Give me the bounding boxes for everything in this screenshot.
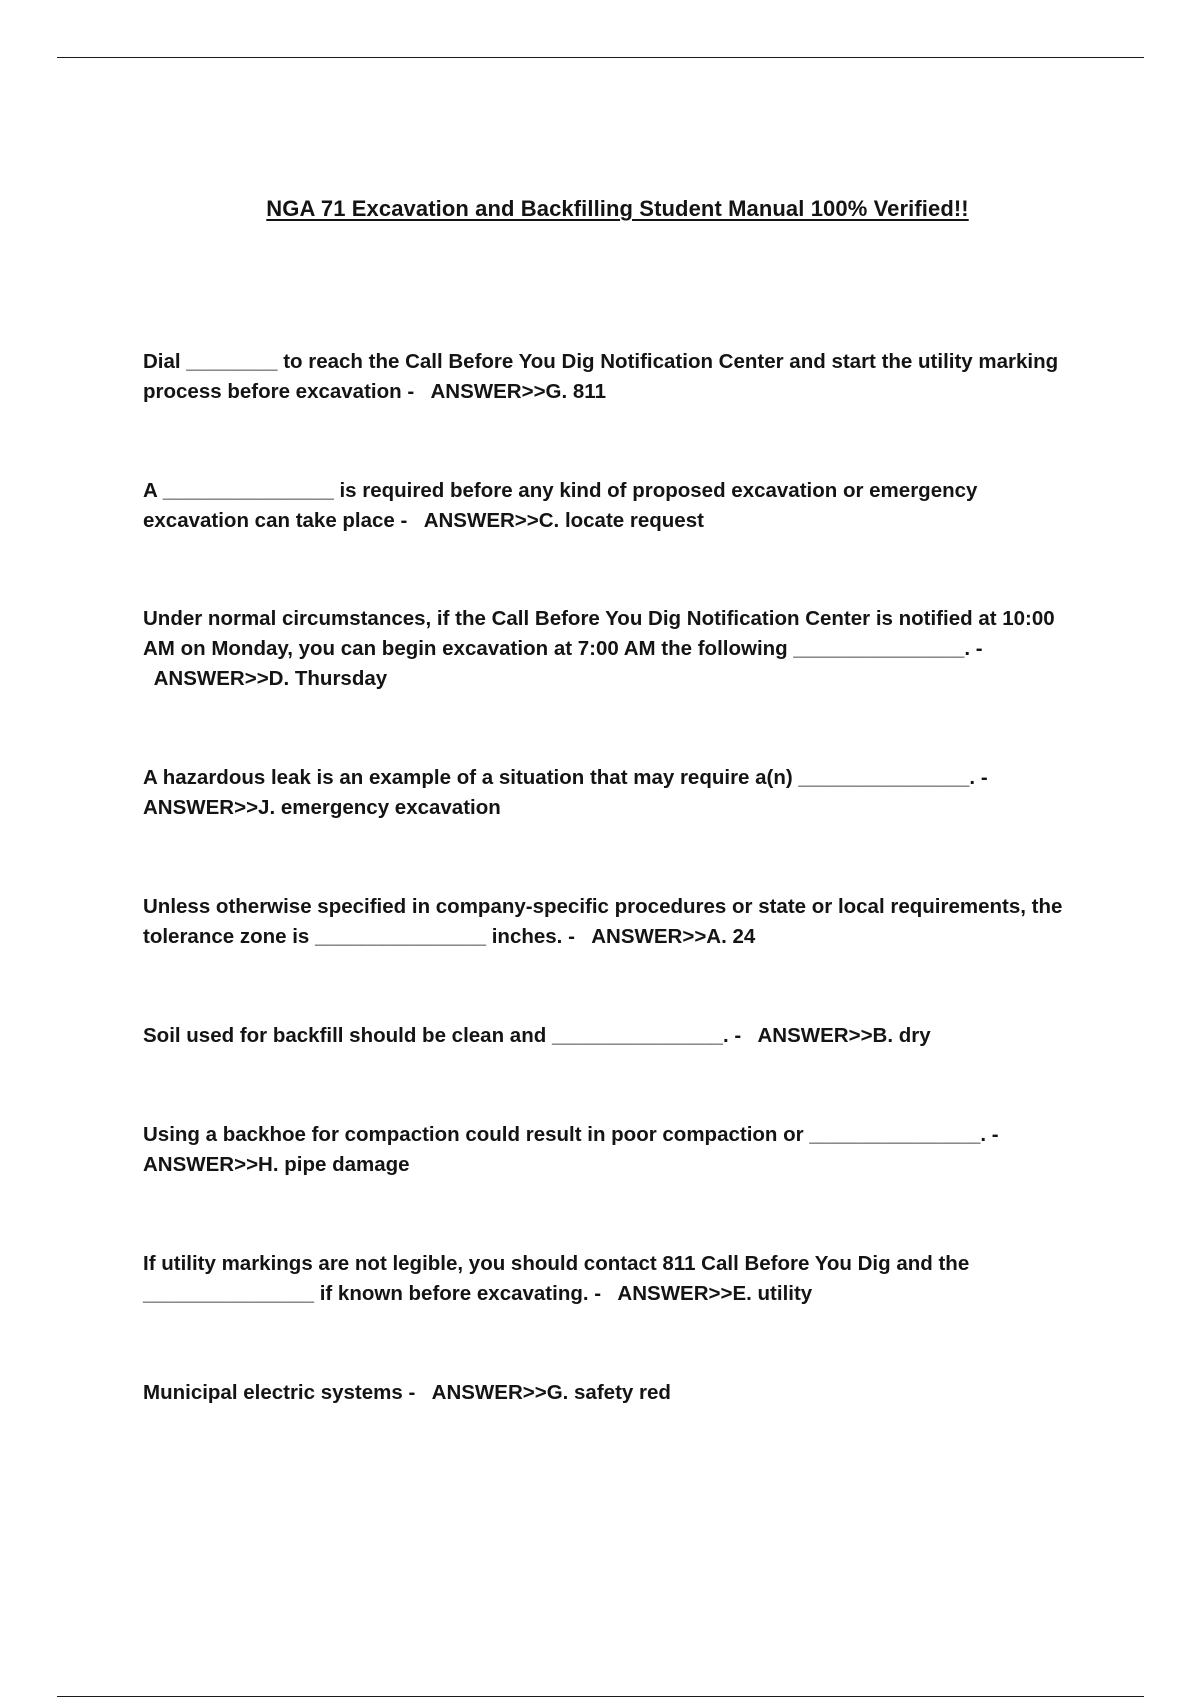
question-text: Unless otherwise specified in company-specific procedures or state or local requirements, the tolerance zone is _______________ inches. - bbox=[143, 895, 1063, 948]
question-text: Dial ________ to reach the Call Before You Dig Notification Center and start the utility marking process before excavation - bbox=[143, 350, 1059, 403]
question-text: Under normal circumstances, if the Call Before You Dig Notification Center is notified at 10:00 AM on Monday, you can begin excavation at 7:00 AM the following _______________. - bbox=[143, 607, 1055, 660]
question-item-9 bbox=[143, 1378, 1088, 1408]
answer-text: ANSWER>>G. 811 bbox=[419, 380, 606, 403]
question-text: Municipal electric systems - bbox=[143, 1381, 422, 1404]
question-text: Using a backhoe for compaction could result in poor compaction or _______________. - bbox=[143, 1123, 999, 1146]
answer-text: ANSWER>>G. safety red bbox=[421, 1381, 671, 1404]
answer-text: ANSWER>>H. pipe damage bbox=[143, 1153, 410, 1176]
answer-text: ANSWER>>A. 24 bbox=[580, 925, 756, 948]
question-text: Soil used for backfill should be clean and _______________. - bbox=[143, 1024, 747, 1047]
answer-text: ANSWER>>E. utility bbox=[606, 1282, 813, 1305]
top-rule bbox=[57, 57, 1144, 58]
question-item-4 bbox=[143, 763, 1088, 823]
question-item-5 bbox=[143, 892, 1088, 952]
question-text: If utility markings are not legible, you should contact 811 Call Before You Dig and the _______________ if known before excavating. - bbox=[143, 1252, 970, 1305]
question-item-2 bbox=[143, 476, 1088, 536]
answer-text: ANSWER>>J. emergency excavation bbox=[143, 796, 501, 819]
document-title: NGA 71 Excavation and Backfilling Student Manual 100% Verified!! bbox=[266, 196, 969, 221]
answer-text: ANSWER>>D. Thursday bbox=[143, 667, 388, 690]
question-item-3 bbox=[143, 604, 1088, 694]
question-item-7 bbox=[143, 1120, 1088, 1180]
question-text: A hazardous leak is an example of a situation that may require a(n) _______________. - bbox=[143, 766, 988, 789]
question-item-8 bbox=[143, 1249, 1088, 1309]
bottom-rule bbox=[57, 1696, 1144, 1697]
answer-text: ANSWER>>B. dry bbox=[746, 1024, 931, 1047]
question-item-1 bbox=[143, 347, 1088, 407]
answer-text: ANSWER>>C. locate request bbox=[413, 509, 704, 532]
question-text: A _______________ is required before any kind of proposed excavation or emergency excavation can take place - bbox=[143, 479, 978, 532]
question-item-6 bbox=[143, 1021, 1088, 1051]
